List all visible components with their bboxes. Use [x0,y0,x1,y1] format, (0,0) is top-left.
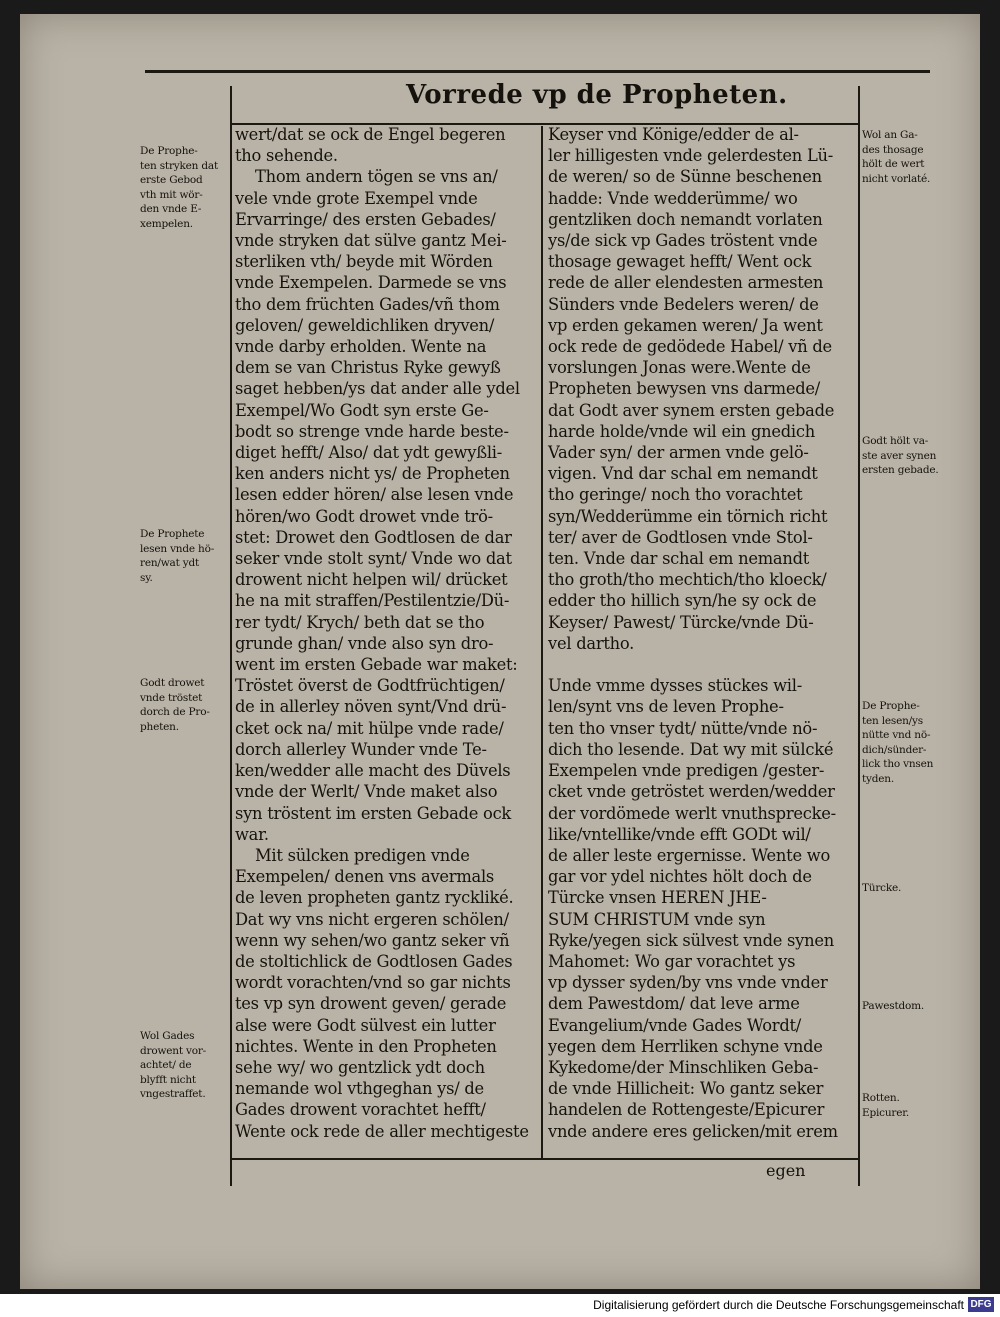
text-line: de weren/ so de Sünne beschenen [548,167,822,187]
text-line: vp dysser syden/by vns vnde vnder [548,973,828,993]
text-line: lesen edder hören/ alse lesen vnde [235,485,514,505]
text-line: ken/wedder alle macht des Düvels [235,761,511,781]
text-line: drowent nicht helpen wil/ drücket [235,570,508,590]
text-line: Türcke vnsen HEREN JHE- [548,888,767,908]
text-line: vigen. Vnd dar schal em nemandt [548,464,818,484]
text-line: tho dem früchten Gades/vñ thom [235,294,500,314]
margin-note [862,881,962,896]
text-line: thosage gewaget hefft/ Went ock [548,252,812,272]
margin-note [862,128,962,186]
margin-note-line: Türcke. [862,882,902,894]
book-page [20,14,980,1289]
text-line: Thom andern tögen se vns an/ [255,167,498,187]
center-rule [541,126,543,1158]
margin-note-line: De Prophe- [862,700,920,712]
margin-note-line: nicht vorlaté. [862,172,931,185]
text-line: Sünders vnde Bedelers weren/ de [548,294,819,314]
text-line: der vordömede werlt vnuthsprecke- [548,803,836,823]
text-line: vp erden gekamen weren/ Ja went [548,315,823,335]
margin-note-line: tyden. [862,772,894,785]
margin-note [862,434,962,478]
text-line: Ervarringe/ des ersten Gebades/ [235,209,496,229]
margin-note [140,1029,228,1102]
text-line: Exempelen/ denen vns avermals [235,867,495,887]
text-line: tho sehende. [235,146,338,166]
left-column-rule [230,86,232,1186]
text-line: seker vnde stolt synt/ Vnde wo dat [235,549,512,569]
text-line: Mit sülcken predigen vnde [255,845,470,865]
text-line: cket vnde getröstet werden/wedder [548,782,835,802]
margin-note [140,676,228,734]
text-line: hadde: Vnde wedderümme/ wo [548,188,798,208]
text-line: de aller leste ergernisse. Wente wo [548,845,831,865]
margin-note-line: vth mit wör- [140,188,203,201]
margin-note [862,1091,962,1120]
text-line: went im ersten Gebade war maket: [235,655,518,675]
text-line: Keyser/ Pawest/ Türcke/vnde Dü- [548,612,814,632]
text-line: vorslungen Jonas were.Wente de [548,358,811,378]
top-rule [145,70,930,73]
text-line [548,654,860,675]
margin-note-line: Godt drowet [140,677,205,689]
text-line: wenn wy sehen/wo gantz seker vñ [235,930,510,950]
margin-note-line: lick tho vnsen [862,758,934,770]
text-line: ys/de sick vp Gades tröstent vnde [548,231,818,251]
text-line: vnde stryken dat sülve gantz Mei- [235,231,507,251]
margin-note-line: ren/wat ydt [140,557,200,569]
text-line: Vader syn/ der armen vnde gelö- [548,443,809,463]
text-line: cket ock na/ mit hülpe vnde rade/ [235,718,504,738]
text-line: bodt so strenge vnde harde beste- [235,421,509,441]
text-line: Kykedome/der Minschliken Geba- [548,1057,819,1077]
margin-note [140,144,228,231]
text-line: vnde Exempelen. Darmede se vns [235,273,507,293]
text-line: Dat wy vns nicht ergeren schölen/ [235,909,509,929]
text-line: de in allerley növen synt/Vnd drü- [235,697,507,717]
text-line: de vnde Hillicheit: Wo gantz seker [548,1079,824,1099]
text-line: gentzliken doch nemandt vorlaten [548,209,823,229]
margin-note-line: Godt hölt va- [862,435,929,447]
bottom-rule [230,1158,860,1160]
text-line: Keyser vnd Könige/edder de al- [548,125,799,144]
text-line: syn/Wedderümme ein törnich richt [548,506,828,526]
margin-note-line: De Prophe- [140,145,198,157]
text-line: Unde vmme dysses stückes wil- [548,676,802,696]
text-line: like/vntellike/vnde efft GODt wil/ [548,824,811,844]
margin-note-line: nütte vnd nö- [862,729,931,741]
text-line: ken anders nicht ys/ de Propheten [235,464,510,484]
digitization-footer [0,1294,1000,1317]
text-line: Exempel/Wo Godt syn erste Ge- [235,400,489,420]
margin-note-line: Pawestdom. [862,1000,924,1012]
text-line: rede de aller elendesten armesten [548,273,824,293]
margin-note-line: ten lesen/ys [862,714,923,727]
text-line: de leven propheten gantz ryckliké. [235,888,514,908]
text-line: SUM CHRISTUM vnde syn [548,909,766,929]
text-line: edder tho hillich syn/he sy ock de [548,591,817,611]
margin-note-line: Wol an Ga- [862,129,918,141]
margin-note-line: blyfft nicht [140,1073,196,1086]
text-line: Mahomet: Wo gar vorachtet ys [548,951,796,971]
margin-note-line: lesen vnde hö- [140,542,215,555]
text-line: syn tröstent im ersten Gebade ock [235,803,512,823]
text-line: harde holde/vnde wil ein gnedich [548,421,815,441]
text-line: nemande wol vthgeghan ys/ de [235,1079,484,1099]
margin-note-line: sy. [140,571,153,584]
text-line: hören/wo Godt drowet vnde trö- [235,506,493,526]
margin-note-line: drowent vor- [140,1044,207,1057]
margin-note-line: dich/sünder- [862,743,927,756]
text-line: war. [235,824,269,844]
text-line: alse were Godt sülvest ein lutter [235,1015,496,1035]
text-line: gar vor ydel nichtes hölt doch de [548,867,812,887]
text-line: he na mit straffen/Pestilentzie/Dü- [235,591,510,611]
text-line: handelen de Rottengeste/Epicurer [548,1100,825,1120]
text-line: ten. Vnde dar schal em nemandt [548,549,810,569]
text-line: yegen dem Herrliken schyne vnde [548,1036,823,1056]
margin-note-line: Wol Gades [140,1030,195,1042]
text-line: wert/dat se ock de Engel begeren [235,125,506,144]
text-line: vel dartho. [548,633,635,653]
text-line: de stoltichlick de Godtlosen Gades [235,951,513,971]
text-line: nichtes. Wente in den Propheten [235,1036,497,1056]
text-line: Gades drowent vorachtet hefft/ [235,1100,486,1120]
left-text-column [235,124,540,1142]
margin-note-line: den vnde E- [140,203,202,215]
text-line: tes vp syn drowent geven/ gerade [235,994,507,1014]
footer-credit-text: Digitalisierung gefördert durch die Deutsche Forschungsgemeinschaft [593,1298,964,1312]
margin-note-line: erste Gebod [140,174,203,186]
text-line: wordt vorachten/vnd so gar nichts [235,973,511,993]
text-line: stet: Drowet den Godtlosen de dar [235,527,512,547]
text-line: dat Godt aver synem ersten gebade [548,400,835,420]
text-line: ock rede de gedödede Habel/ vñ de [548,337,832,357]
text-line: diget hefft/ Also/ dat ydt gewyßli- [235,443,502,463]
margin-note-line: vnde tröstet [140,691,203,704]
text-line: grunde ghan/ vnde also syn dro- [235,633,494,653]
margin-note-line: Rotten. [862,1092,900,1104]
text-line: Wente ock rede de aller mechtigeste [235,1121,529,1141]
text-line: vnde der Werlt/ Vnde maket also [235,782,498,802]
running-head: Vorrede vp de Propheten. [406,80,788,110]
margin-note-line: vngestraffet. [140,1088,206,1100]
margin-note-line: ten stryken dat [140,159,218,172]
text-line: vele vnde grote Exempel vnde [235,188,478,208]
margin-note-line: dorch de Pro- [140,706,210,718]
catchword: egen [766,1161,806,1180]
text-line: dorch allerley Wunder vnde Te- [235,739,487,759]
text-line: dich tho lesende. Dat wy mit sülcké [548,739,834,759]
text-line: tho geringe/ noch tho vorachtet [548,485,803,505]
text-line: ten tho vnser tydt/ nütte/vnde nö- [548,718,818,738]
text-line: dem se van Christus Ryke gewyß [235,358,501,378]
text-line: vnde andere eres gelicken/mit erem [548,1121,838,1141]
right-text-column [548,124,860,1142]
text-line: ter/ aver de Godtlosen vnde Stol- [548,527,813,547]
margin-note-line: des thosage [862,143,924,156]
margin-note-line: xempelen. [140,217,193,230]
text-line: Evangelium/vnde Gades Wordt/ [548,1015,802,1035]
margin-note [140,527,228,585]
text-line: tho groth/tho mechtich/tho kloeck/ [548,570,827,590]
text-line: ler hilligesten vnde gelerdesten Lü- [548,146,834,166]
margin-note-line: hölt de wert [862,158,925,170]
margin-note-line: pheten. [140,720,179,733]
margin-note-line: achtet/ de [140,1059,192,1071]
text-line: sterliken vth/ beyde mit Wörden [235,252,493,272]
text-line: dem Pawestdom/ dat leve arme [548,994,800,1014]
margin-note [862,699,962,786]
text-line: len/synt vns de leven Prophe- [548,697,784,717]
margin-note-line: ste aver synen [862,449,937,462]
text-line: sehe wy/ wo gentzlick ydt doch [235,1057,485,1077]
text-line: rer tydt/ Krych/ beth dat se tho [235,612,485,632]
text-line: Ryke/yegen sick sülvest vnde synen [548,930,834,950]
margin-note-line: Epicurer. [862,1106,910,1119]
text-line: Exempelen vnde predigen /gester- [548,761,825,781]
text-line: Propheten bewysen vns darmede/ [548,379,821,399]
margin-note [862,999,962,1014]
text-line: vnde darby erholden. Wente na [235,337,487,357]
dfg-logo: DFG [968,1297,994,1312]
text-line: Tröstet överst de Godtfrüchtigen/ [235,676,505,696]
margin-note-line: De Prophete [140,528,205,540]
margin-note-line: ersten gebade. [862,464,939,476]
text-line: geloven/ geweldichliken dryven/ [235,315,495,335]
text-line: saget hebben/ys dat ander alle ydel [235,379,520,399]
